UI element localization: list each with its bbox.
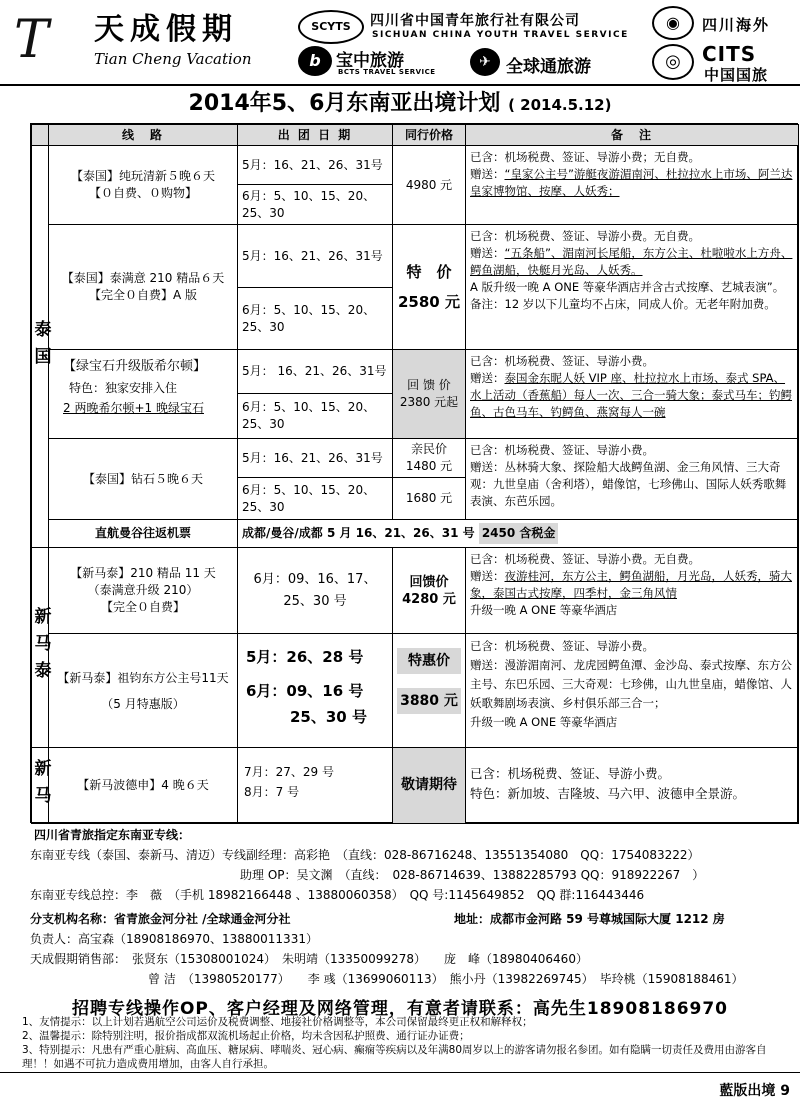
baozhong-name-en: BCTS TRAVEL SERVICE [338,68,436,76]
route-r7 [48,633,238,748]
baozhong-name-cn: 宝中旅游 [336,51,404,71]
r7-date-2: 6月：09、16 号 [246,682,364,700]
route-r4: 【泰国】钻石５晚６天 [48,438,238,520]
r7-price-value: 3880 元 [397,688,461,714]
route-r6 [48,547,238,634]
r8-date-1: 7月：27、29 号 [244,765,334,779]
r3-feature-detail: 2 两晚希尔顿+1 晚绿宝石 [63,401,204,415]
r4-date-may: 5月：16、21、26、31号 [237,438,393,478]
route-r1 [48,145,238,225]
note-3: 3、特别提示：凡患有严重心脏病、高血压、糖尿病、哮喘炎、冠心病、癫痫等疾病以及年满80周岁以上的游客请勿报名参团。如有隐瞒一切责任及费用由游客自理！！如遇不可抗力造成费用增加，由客人自行承担。 [22,1044,767,1070]
branch-address: 地址：成都市金河路 59 号尊城国际大厦 1212 房 [454,912,725,926]
title-date: ( 2014.5.12) [508,96,612,114]
contact-line-control: 东南亚专线总控：李 薇 （手机 18982166448 、13880060358） QQ 号:1145649852 QQ 群:116443446 [30,888,645,902]
note-2: 2、温馨提示：除特别注明，报价指成都双流机场起止价格，均未含因私护照费、通行证办证费； [22,1030,470,1042]
r3-note-included: 已含：机场税费、签证、导游小费。 [470,354,654,368]
r8-note-included: 已含：机场税费、签证、导游小费。 [470,766,671,781]
r1-price: 4980 元 [392,145,466,225]
sc-youth-name-cn: 四川省中国青年旅行社有限公司 [370,13,580,29]
r7-price-label: 特惠价 [397,648,461,674]
note-1: 1、友情提示：以上计划若遇航空公司运价及税费调整、地接社价格调整等，本公司保留最终更正权和解释权； [22,1016,533,1028]
r5-price: 2450 含税金 [479,523,559,544]
quanqiu-name-cn: 全球通旅游 [506,57,591,77]
brand-name-en: Tian Cheng Vacation [94,50,252,68]
r7-date-1: 5月：26、28 号 [246,648,364,666]
cits-name-en: CITS [702,42,757,66]
header-dates: 出 团 日 期 [237,124,393,146]
cits-name-cn: 中国国旅 [704,66,769,84]
quanqiu-logo [470,46,640,80]
route-r3 [48,349,238,439]
r3-date-jun: 6月：5、10、15、20、25、30 [237,393,393,439]
region-xinma: 新马 [31,747,49,824]
r4-price-value-2: 1680 元 [392,477,466,520]
route-r8: 【新马波德申】4 晚６天 [48,747,238,824]
r2-sub: 【完全０自费】A 版 [88,288,198,302]
r4-note-included: 已含：机场税费、签证、导游小费。 [470,443,654,457]
r4-date-jun: 6月：5、10、15、20、25、30 [237,477,393,520]
cits-emblem-icon: ◎ [652,44,694,80]
haiwai-logo [652,6,798,42]
r4-notes [465,438,799,520]
region-xinmatai: 新马泰 [31,547,49,748]
r3-feature: 特色：独家安排入住 [69,381,178,395]
notes-block [22,1015,792,1071]
contacts-heading: 四川省青旅指定东南亚专线： [34,828,191,842]
r4-price-value-1: 1480 元 [405,459,453,473]
r2-note-included: 已含：机场税费、签证、导游小费。无自费。 [470,229,700,243]
header-notes: 备 注 [465,124,799,146]
haiwai-name-cn: 四川海外 [702,16,771,34]
r7-dates [237,633,393,748]
r7-notes [465,633,799,748]
tiancheng-mark-icon: T [14,10,49,70]
page-header [0,0,800,84]
r6-sub1: （泰满意升级 210） [87,583,199,597]
r8-price: 敬请期待 [392,747,466,824]
r8-date-2: 8月：7 号 [244,785,300,799]
branch-name: 分支机构名称：省青旅金河分社 /全球通金河分社 [30,912,291,926]
r7-note-upgrade: 升级一晚 A ONE 等豪华酒店 [470,715,618,729]
contact-line-assistant: 助理 OP：吴文渊 （直线： 028-86714639、13882285793 QQ：918922267 ） [240,868,705,882]
r6-date-2: 25、30 号 [283,593,347,609]
header-route: 线 路 [48,124,238,146]
baozhong-icon: b [298,46,332,76]
header-region [31,124,49,146]
r3-price-label: 回 馈 价 [407,378,451,392]
header-price: 同行价格 [392,124,466,146]
r7-note-included: 已含：机场税费、签证、导游小费。 [470,639,654,653]
tiancheng-logo [14,8,294,74]
r2-date-jun: 6月：5、10、15、20、25、30 [237,287,393,350]
page-title [0,88,800,121]
r7-date-3: 25、30 号 [290,708,367,726]
page-number: 藍版出境 9 [719,1083,790,1099]
r8-notes [465,747,799,824]
r3-price-value: 2380 元起 [399,395,459,409]
r6-note-included: 已含：机场税费、签证、导游小费。无自费。 [470,552,700,566]
r6-price [392,547,466,634]
r3-note-gift: 赠送：泰国金东昵人妖 VIP 座、杜拉拉水上市场、泰式 SPA、水上活动（香蕉船）每人一次、三合一骑大象；泰式马车；钓鳄鱼、古色马车、钓鳄鱼、燕窝每人一碗 [470,371,792,419]
haiwai-emblem-icon: ◉ [652,6,694,40]
sc-youth-logo [298,8,638,48]
header-divider [0,84,800,86]
sales-line-1: 天成假期销售部： 张贤东（15308001024） 朱明靖（13350099278） 庞 峰（18980406460） [30,952,588,966]
footer-divider [0,1072,800,1073]
r8-note-feature: 特色：新加坡、吉隆坡、马六甲、波德申全景游。 [470,786,746,801]
r6-sub2: 【完全０自费】 [100,600,185,614]
sales-line-2: 曾 洁 （13980520177） 李 彧（13699060113） 熊小丹（13982269745） 毕玲桃（15908188461） [148,972,744,986]
r2-price-value: 2580 元 [398,293,460,311]
r1-note-included: 已含：机场税费、签证、导游小费；无自费。 [470,150,700,164]
sc-youth-emblem-icon: SCYTS [298,10,364,44]
r2-price [392,224,466,350]
route-r5: 直航曼谷往返机票 [48,519,238,548]
r1-name: 【泰国】纯玩清新５晚６天 [70,169,215,183]
r2-notes [465,224,799,350]
r6-note-upgrade: 升级一晚 A ONE 等豪华酒店 [470,603,618,617]
r1-date-jun: 6月：5、10、15、20、25、30 [237,184,393,225]
r7-note-gift: 赠送：漫游湄南河、龙虎园鳄鱼潭、金沙岛、泰式按摩、东方公主号、东巴乐园、三大奇观：七珍佛，山九世皇庙，蜡像馆、人妖歌舞剧场表演、乡村俱乐部三合一； [470,658,792,710]
r3-price [392,349,466,439]
r4-price-label: 亲民价 [410,442,447,456]
r4-note-gift: 赠送：丛林骑大象、探险船大战鳄鱼湖、金三角风情、三大奇观：九世皇庙（舍利塔），蜡像馆，七珍佛山、国际人妖秀歌舞表演、东芭乐园。 [470,460,787,508]
r2-note-upgrade: A 版升级一晚 A ONE 等豪华酒店并含古式按摩、艺城表演”。 [470,280,785,294]
r2-note-remark: 备注：12 岁以下儿童均不占床，同成人价。无老年附加费。 [470,297,776,311]
r2-price-label: 特 价 [406,263,452,281]
r5-detail [237,519,799,548]
r4-price-a [392,438,466,478]
region-thailand: 泰国 [31,145,49,548]
r3-date-may: 5月： 16、21、26、31号 [237,349,393,394]
cits-logo [652,42,798,82]
r1-note-gift: 赠送：“皇家公主号”游艇夜游湄南河、杜拉拉水上市场、阿兰达皇家博物馆、按摩、人妖秀； [470,167,793,198]
title-main: 2014年5、6月东南亚出境计划 [188,91,501,116]
r7-sub: （5 月特惠版） [101,696,185,711]
recruit-banner: 招聘专线操作OP、客户经理及网络管理，有意者请联系：高先生18908186970 [71,999,729,1019]
branch-head: 负责人：高宝森（18908186970、13880011331） [30,932,318,946]
r2-note-gift: 赠送：“五条船”、湄南河长尾船，东方公主、杜啦啦水上方舟、鳄鱼湖船，快艇月光岛、人妖秀。 [470,246,793,277]
contact-line-manager: 东南亚专线（泰国、泰新马、清迈）专线副经理：高彩艳 （直线：028-86716248、13551354080 QQ：1754083222） [30,848,700,862]
r1-notes [465,145,799,225]
r5-route: 成都/曼谷/成都 5 月 16、21、26、31 号 [242,526,475,540]
r2-date-may: 5月：16、21、26、31号 [237,224,393,288]
r6-price-label: 回馈价 [409,574,449,590]
r7-price [392,633,466,748]
r2-name: 【泰国】泰满意 210 精品６天 [61,271,225,285]
brand-name-cn: 天成假期 [94,12,238,47]
r1-date-may: 5月：16、21、26、31号 [237,145,393,185]
r6-notes [465,547,799,634]
r3-name: 【绿宝石升级版希尔顿】 [63,359,207,374]
r6-date-1: 6月：09、16、17、 [253,571,377,587]
route-r2 [48,224,238,350]
r6-dates [237,547,393,634]
r6-price-value: 4280 元 [402,591,456,607]
r1-sub: 【０自费、０购物】 [88,186,197,200]
r6-note-gift: 赠送：夜游桂河，东方公主，鳄鱼湖船，月光岛，人妖秀，骑大象，泰国古式按摩，四季村，金三角风情 [470,569,792,600]
plane-icon: ✈ [470,48,500,76]
sc-youth-name-en: SICHUAN CHINA YOUTH TRAVEL SERVICE [372,30,629,40]
r6-name: 【新马泰】210 精品 11 天 [70,566,216,580]
r7-name: 【新马泰】祖钧东方公主号11天 [57,670,229,685]
r3-notes [465,349,799,439]
itinerary-table [30,123,798,823]
baozhong-logo [298,46,468,80]
r8-dates [237,747,393,824]
